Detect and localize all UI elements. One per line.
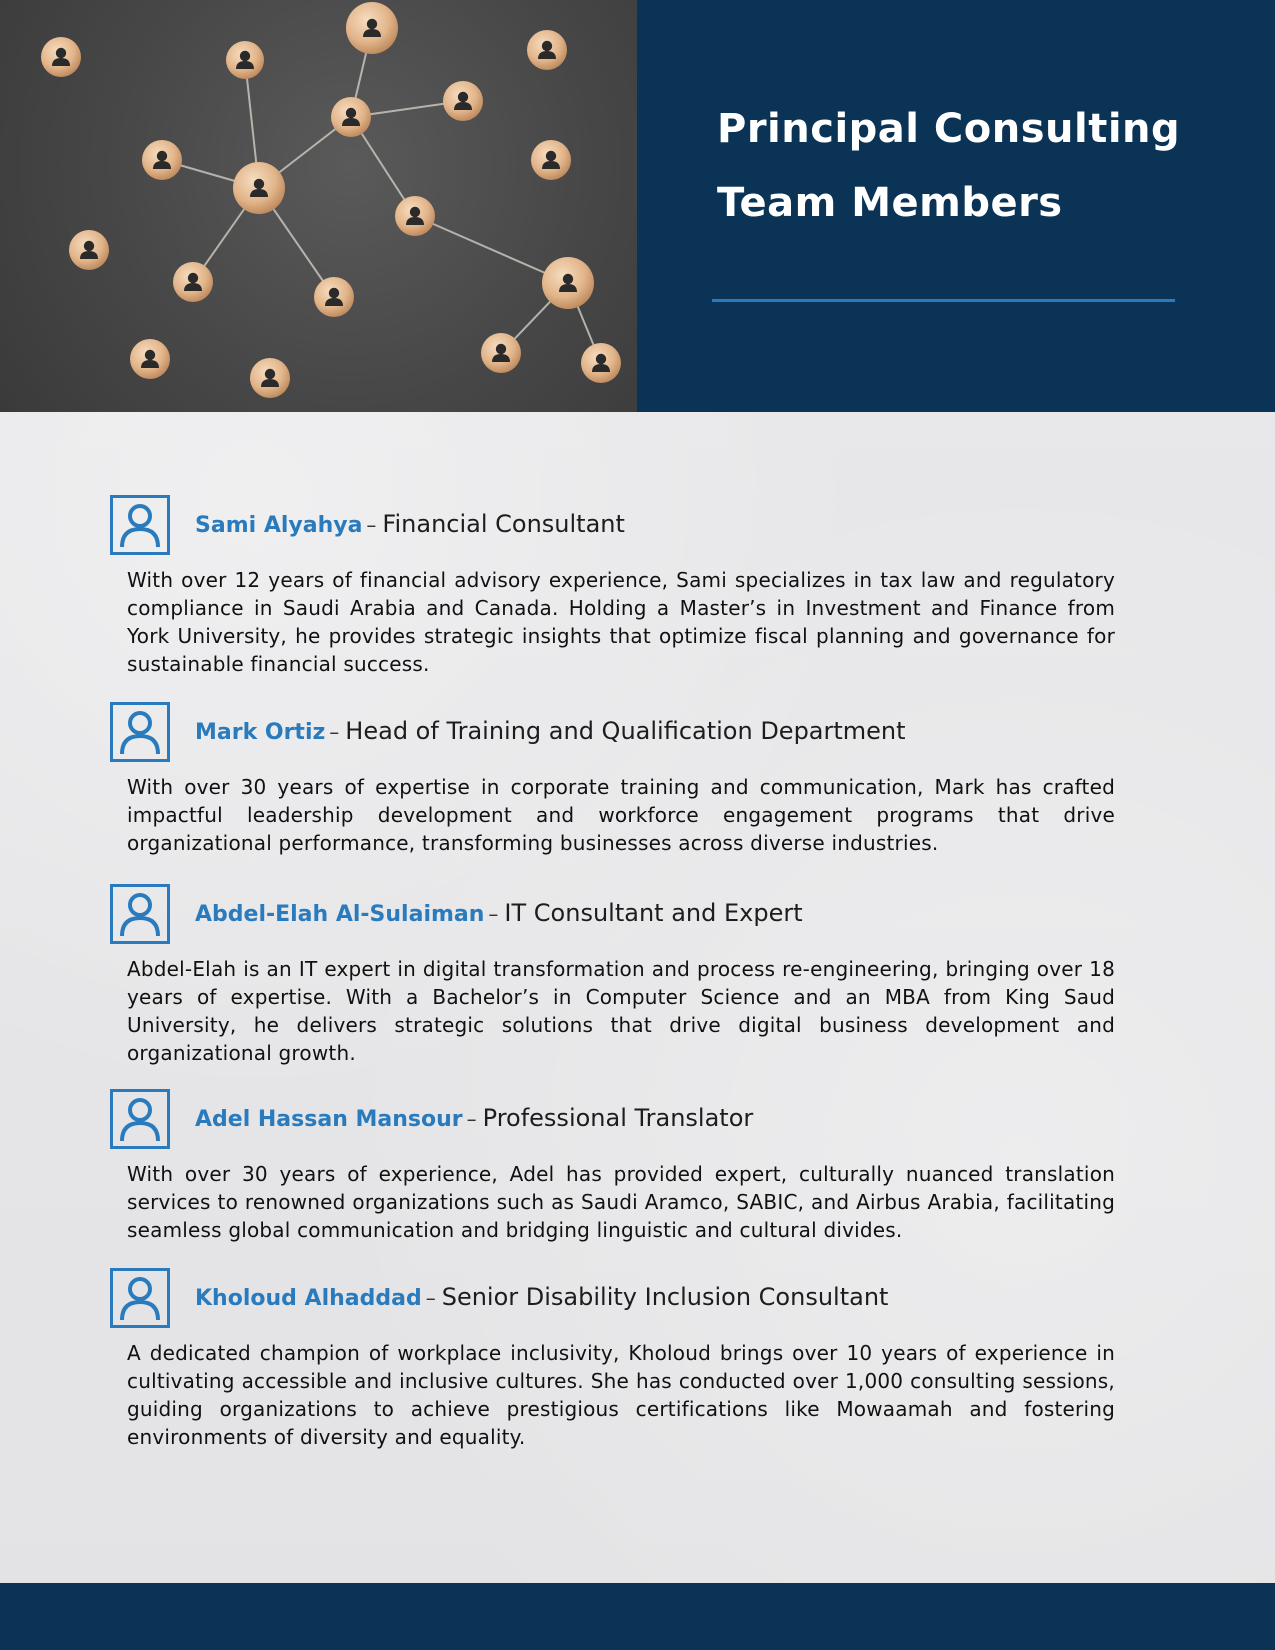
member-title-line	[195, 509, 625, 541]
title-divider	[712, 299, 1175, 302]
member-role: Senior Disability Inclusion Consultant	[441, 1283, 889, 1311]
member-bio: With over 30 years of experience, Adel has provided expert, culturally nuanced translation services to renowned organizations such as Saudi Aramco, SABIC, and Airbus Arabia, facilitating seamless global communication and bridging linguistic and cultural divides.	[127, 1162, 1115, 1242]
member-role: Professional Translator	[482, 1104, 754, 1132]
member-bio: A dedicated champion of workplace inclusivity, Kholoud brings over 10 years of experience in cultivating accessible and inclusive cultures. She has conducted over 1,000 consulting sessions, guiding organizations to achieve prestigious certifications like Mowaamah and fostering environments of diversity and equality.	[127, 1341, 1115, 1449]
user-icon	[110, 884, 170, 944]
person-disc	[130, 339, 170, 379]
separator: –	[466, 1107, 477, 1131]
person-disc	[331, 97, 371, 137]
member-title-line	[195, 1103, 753, 1135]
member-bio: Abdel-Elah is an IT expert in digital transformation and process re-engineering, bringing over 18 years of expertise. With a Bachelor’s in Computer Science and an MBA from King Saud University, he delivers strategic solutions that drive digital business development and organizational growth.	[127, 957, 1115, 1065]
person-disc	[346, 2, 398, 54]
person-disc	[443, 81, 483, 121]
separator: –	[488, 902, 499, 926]
member-card	[110, 1089, 1120, 1244]
member-role: IT Consultant and Expert	[504, 899, 803, 927]
person-disc	[250, 358, 290, 398]
member-heading	[110, 702, 1120, 762]
member-title-line	[195, 898, 803, 930]
member-heading	[110, 884, 1120, 944]
person-disc	[314, 277, 354, 317]
person-disc	[481, 333, 521, 373]
page-title	[717, 92, 1237, 240]
user-icon	[110, 702, 170, 762]
person-disc	[226, 41, 264, 79]
hero-network-image	[0, 0, 637, 412]
person-disc	[142, 140, 182, 180]
member-bio: With over 12 years of financial advisory experience, Sami specializes in tax law and regulatory compliance in Saudi Arabia and Canada. Holding a Master’s in Investment and Finance from York University, he provides strategic insights that optimize fiscal planning and governance for sustainable financial success.	[127, 568, 1115, 676]
page-title-line2: Team Members	[717, 180, 1063, 226]
member-card	[110, 1268, 1120, 1451]
page-title-line1: Principal Consulting	[717, 106, 1181, 152]
person-disc	[527, 30, 567, 70]
member-heading	[110, 1089, 1120, 1149]
header	[0, 0, 1275, 412]
person-disc	[581, 343, 621, 383]
person-disc	[41, 37, 81, 77]
separator: –	[329, 720, 340, 744]
user-icon	[110, 1268, 170, 1328]
member-bio: With over 30 years of expertise in corporate training and communication, Mark has crafted impactful leadership development and workforce engagement programs that drive organizational performance, transforming businesses across diverse industries.	[127, 775, 1115, 855]
member-heading	[110, 1268, 1120, 1328]
user-icon	[110, 495, 170, 555]
member-card	[110, 884, 1120, 1067]
member-name: Sami Alyahya	[195, 513, 363, 538]
person-disc	[542, 257, 594, 309]
person-disc	[69, 230, 109, 270]
title-panel	[637, 0, 1275, 412]
member-name: Mark Ortiz	[195, 720, 326, 745]
member-card	[110, 702, 1120, 857]
member-name: Abdel-Elah Al-Sulaiman	[195, 902, 485, 927]
person-disc	[395, 196, 435, 236]
member-card	[110, 495, 1120, 678]
member-name: Adel Hassan Mansour	[195, 1107, 463, 1132]
member-name: Kholoud Alhaddad	[195, 1286, 422, 1311]
user-icon	[110, 1089, 170, 1149]
member-role: Financial Consultant	[382, 510, 625, 538]
member-heading	[110, 495, 1120, 555]
person-disc	[531, 140, 571, 180]
network-people-illustration	[0, 0, 637, 412]
person-disc	[233, 162, 285, 214]
member-role: Head of Training and Qualification Department	[345, 717, 906, 745]
footer-bar	[0, 1583, 1275, 1650]
member-title-line	[195, 1282, 888, 1314]
separator: –	[425, 1286, 436, 1310]
member-title-line	[195, 716, 906, 748]
person-disc	[173, 262, 213, 302]
separator: –	[366, 513, 377, 537]
